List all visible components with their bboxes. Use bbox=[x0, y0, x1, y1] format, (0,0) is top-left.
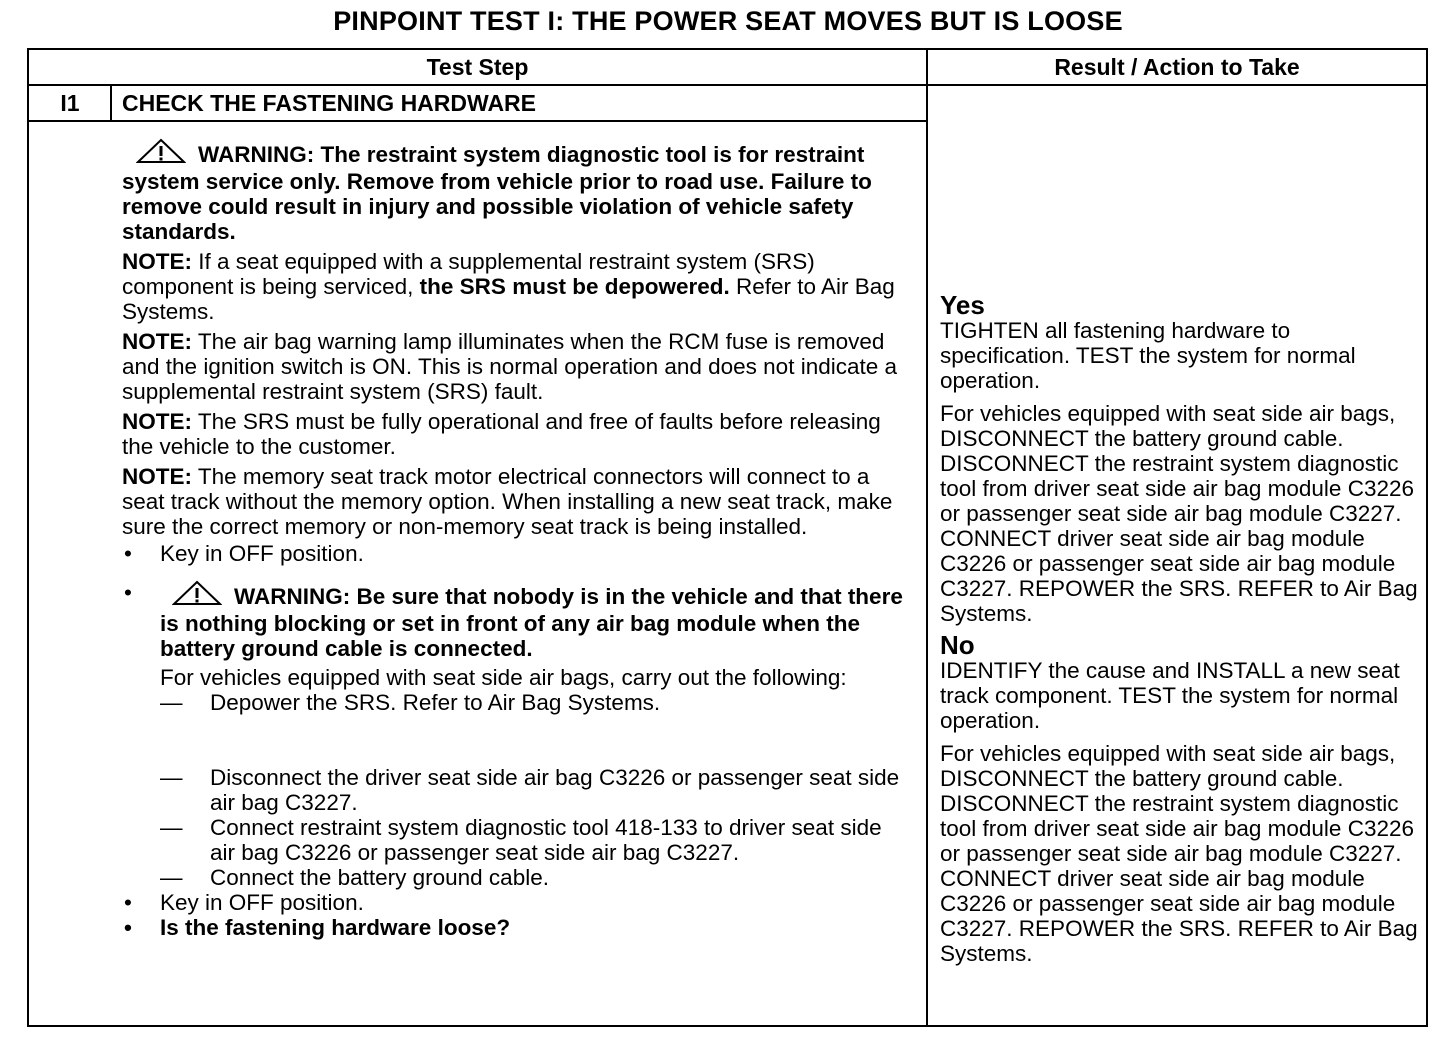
header-result: Result / Action to Take bbox=[1054, 54, 1300, 80]
warning-battery-cable: WARNING: Be sure that nobody is in the vehicle and that there is nothing blocking or set in front of any air bag module when the battery ground cable is connected. bbox=[160, 584, 903, 661]
step-id-divider bbox=[110, 84, 112, 122]
warning-restraint-tool: WARNING: The restraint system diagnostic tool is for restraint system service only. Remove from vehicle prior to road use. Failure to remove could result in injury and possible violation of vehicle safety standards. bbox=[122, 138, 912, 244]
sub-step: — Connect restraint system diagnostic tool 418-133 to driver seat side air bag C3226 or passenger seat side air bag C3227. bbox=[160, 815, 882, 865]
step-row-divider bbox=[27, 120, 928, 122]
question-text: Is the fastening hardware loose? bbox=[160, 915, 511, 940]
list-item: • Is the fastening hardware loose? bbox=[124, 915, 511, 940]
warning-triangle-icon bbox=[136, 138, 186, 169]
note-srs-operational: NOTE: The SRS must be fully operational and free of faults before releasing the vehicle to the customer. bbox=[122, 409, 881, 459]
note-warning-lamp: NOTE: The air bag warning lamp illuminates when the RCM fuse is removed and the ignition switch is ON. This is normal operation and does not indicate a supplemental restraint system (SRS) fault. bbox=[122, 329, 898, 404]
note-memory-seat: NOTE: The memory seat track motor electrical connectors will connect to a seat track without the memory option. When installing a new seat track, make sure the correct memory or non-memory seat track is being installed. bbox=[122, 464, 893, 539]
list-item: • WARNING: Be sure that nobody is in the vehicle and that there is nothing blocking or set in front of any air bag module when the battery ground cable is connected. bbox=[124, 580, 903, 661]
list-item: • Key in OFF position. bbox=[124, 541, 364, 566]
no-action: IDENTIFY the cause and INSTALL a new seat track component. TEST the system for normal operation. bbox=[940, 658, 1400, 733]
step-id: I1 bbox=[60, 90, 80, 116]
yes-srs-action: For vehicles equipped with seat side air bags, DISCONNECT the battery ground cable. DISCONNECT the restraint system diagnostic tool from driver seat side air bag module C3226 or passenger seat side air bag module C3227. CONNECT driver seat side air bag module C3226 or passenger seat side air bag module C3227. REPOWER the SRS. REFER to Air Bag Systems. bbox=[940, 401, 1418, 626]
sub-step: — Depower the SRS. Refer to Air Bag Systems. bbox=[160, 690, 661, 715]
warning-triangle-icon bbox=[172, 580, 222, 611]
yes-action: TIGHTEN all fastening hardware to specification. TEST the system for normal operation. bbox=[940, 318, 1356, 393]
page-title: PINPOINT TEST I: THE POWER SEAT MOVES BUT IS LOOSE bbox=[333, 6, 1123, 36]
no-label: No bbox=[940, 630, 975, 660]
yes-label: Yes bbox=[940, 290, 985, 320]
no-srs-action: For vehicles equipped with seat side air bags, DISCONNECT the battery ground cable. DISCONNECT the restraint system diagnostic tool from driver seat side air bag module C3226 or passenger seat side air bag module C3227. CONNECT driver seat side air bag module C3226 or passenger seat side air bag module C3227. REPOWER the SRS. REFER to Air Bag Systems. bbox=[940, 741, 1418, 966]
list-item-text: For vehicles equipped with seat side air bags, carry out the following: bbox=[160, 665, 847, 690]
sub-step: — Connect the battery ground cable. bbox=[160, 865, 549, 890]
sub-step: — Disconnect the driver seat side air bag C3226 or passenger seat side air bag C3227. bbox=[160, 765, 900, 815]
step-title: CHECK THE FASTENING HARDWARE bbox=[122, 90, 537, 116]
step-body bbox=[122, 138, 912, 940]
note-srs-depower: NOTE: If a seat equipped with a supplemental restraint system (SRS) component is being serviced, the SRS must be depowered. Refer to Air Bag Systems. bbox=[122, 249, 895, 324]
result-column bbox=[940, 292, 1422, 974]
column-divider bbox=[926, 48, 928, 1027]
list-item: • Key in OFF position. bbox=[124, 890, 364, 915]
header-test-step: Test Step bbox=[426, 54, 529, 80]
